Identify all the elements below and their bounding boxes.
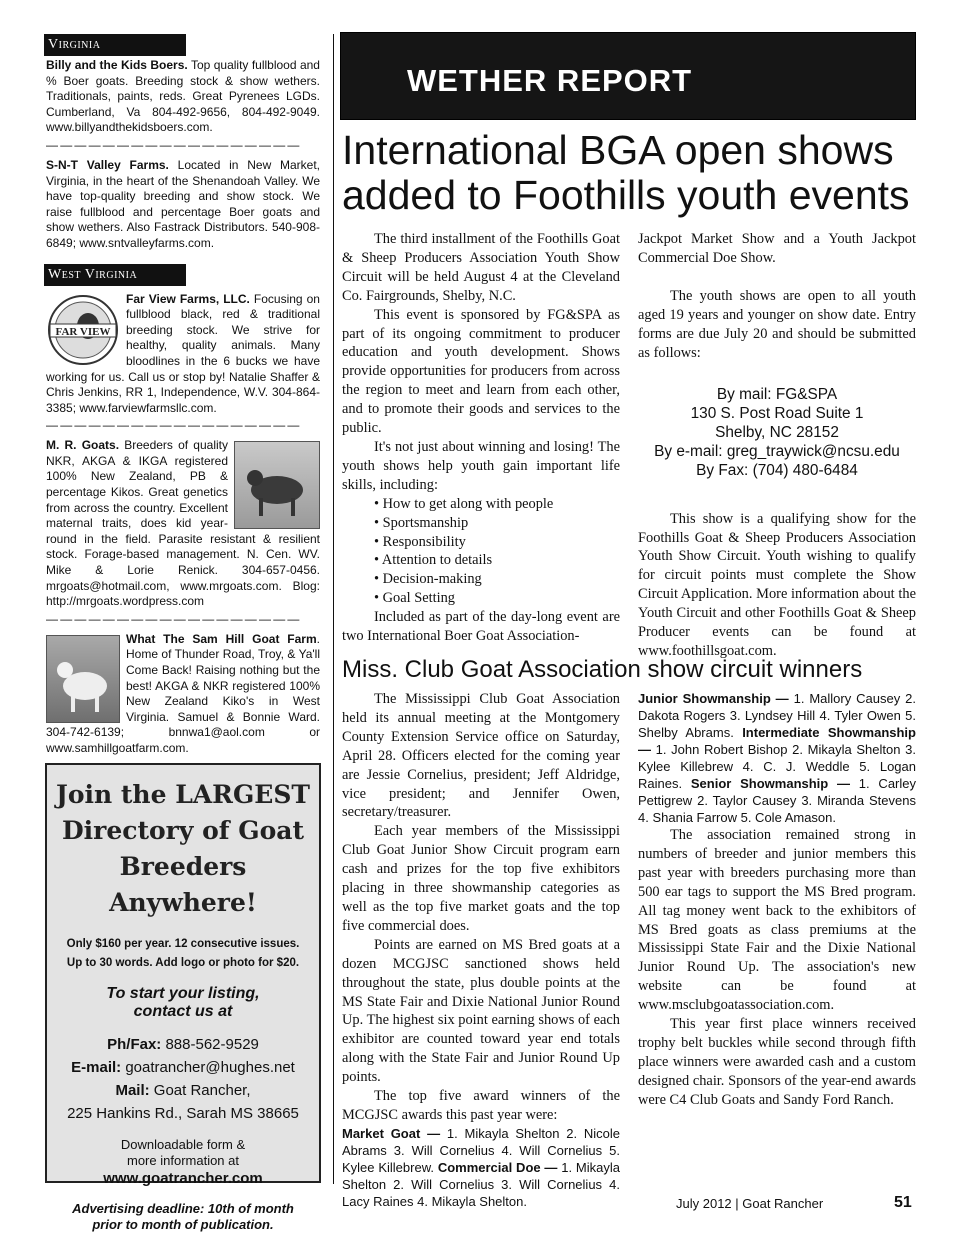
list-item: • How to get along with people xyxy=(374,495,620,514)
article1-headline: International BGA open shows added to Foothills youth events xyxy=(342,127,910,218)
winners-list-cont: Junior Showmanship — 1. Mallory Causey 2. Dakota Rogers 3. Lyndsey Hill 4. Tyler Owen 5. Shelby Abrams. Intermediate Showmanship — 1. John Robert Bishop 2. Mikayla Shelton 3. Kylee Killebrew 4. C. J. Weddle 5. Logan Raines. Senior Showmanship — 1. Carley Pettigrew 2. Taylor Causey 3. Miranda Stevens 4. Shania Farrow 5. Cole Amason. xyxy=(638,691,916,825)
state-header-virginia: Virginia xyxy=(44,34,186,56)
ad-pricing: Only $160 per year. 12 consecutive issues. Up to 30 words. Add logo or photo for $20. xyxy=(66,938,300,969)
listing-snt-valley: S-N-T Valley Farms. Located in New Market, Virginia, in the heart of the Shenandoah Valley. We have top-quality breeding and show stock. We raise fullblood and percentage Boer goats and show wethers. Also Fastrack Distributors. 540-908-6849; www.sntvalleyfarms.com. xyxy=(46,157,320,250)
listing-far-view: FAR VIEW Far View Farms, LLC. Focusing on fullblood black, red & traditional breeding stock. We strive for healthy, quality animals. Many bloodlines in the 6 bucks we have working for us. Call us or stop by! Natalie Shaffer & Chris Jenkins, RR 1, Independence, W.V. 304-864-3385; www.farviewfarmsllc.com. xyxy=(46,291,320,415)
life-skills-list xyxy=(342,495,620,608)
ad-download-note: Downloadable form & more information at xyxy=(120,1137,246,1168)
ad-deadline: Advertising deadline: 10th of month prior to month of publication. xyxy=(72,1201,294,1232)
article2-col1: The Mississippi Club Goat Association held its annual meeting at the Montgomery County Extension Service office on Saturday, April 28. Officers elected for the coming year are Jessie Cornelius, president; Jeff Aldridge, vice president; and Jennifer Owen, secretary/treasurer. Each year members of the Mississippi Club Goat Junior Show Circuit program earn cash and prizes for the top five exhibitors placing in three showmanship categories as well as the top five market goats and the top five commercial does. Points are earned on MS Bred goats at a dozen MCGJSC sanctioned shows held throughout the state, plus double points at the MS State Fair and Dixie National Junior Round Up. The highest six point earning shows of each exhibitor are counted toward year end totals along with the State Fair and Junior Round Up points. The top five award winners of the MCGJSC awards this past year were: Market Goat — 1. Mikayla Shelton 2. Nicole Abrams 3. Will Cornelius 4. Will Cornelius 5. Kylee Killebrew. Commercial Doe — 1. Mikayla Shelton 2. Will Cornelius 3. Will Cornelius 4. Lacy Raines 4. Mikayla Shelton. xyxy=(342,691,620,1209)
article2-headline: Miss. Club Goat Association show circuit winners xyxy=(342,656,863,683)
svg-text:FAR VIEW: FAR VIEW xyxy=(55,325,111,338)
listing-sam-hill: What The Sam Hill Goat Farm. Home of Thunder Road, Troy, & Ya'll Come Back! Raising nothing but the best! AKGA & NKR registered 100% New Zealand Kiko's in West Virginia. Samuel & Bonnie Ward. 304-742-6139; bnnwa1@aol.com or www.samhillgoatfarm.com. xyxy=(46,631,320,755)
page-footer: July 2012 | Goat Rancher xyxy=(676,1196,824,1211)
divider: —————————————————— xyxy=(46,137,302,152)
far-view-logo xyxy=(46,294,120,366)
article1-col1: The third installment of the Foothills Goat & Sheep Producers Association Youth Show Circuit will be held August 4 at the Cleveland Co. Fairgrounds, Shelby, N.C. This event is sponsored by FG&SPA as part of its ongoing commitment to producer education and youth development. Shows provide opportunities for producers from across the region to meet and learn from each other, and to promote their goods and services to the public. It's not just about winning and losing! The youth shows help youth gain important life skills, including: • How to get along with people • Sportsmanship • Responsibility • Attention to details • Decision-making • Goal Setting Included as part of the day-long event are two International Boer Goat Association- xyxy=(342,230,620,646)
page-number: 51 xyxy=(894,1194,912,1211)
article2-col2: Junior Showmanship — 1. Mallory Causey 2. Dakota Rogers 3. Lyndsey Hill 4. Tyler Owen 5. Shelby Abrams. Intermediate Showmanship — 1. John Robert Bishop 2. Mikayla Shelton 3. Kylee Killebrew 4. C. J. Weddle 5. Logan Raines. Senior Showmanship — 1. Carley Pettigrew 2. Taylor Causey 3. Miranda Stevens 4. Shania Farrow 5. Cole Amason. The association remained strong in numbers of breeder and junior members this past year with breeders purchasing more than 500 ear tags to support the MS Bred program. All tag money went back to the exhibitors of MS Bred goats as class premiums at the Mississippi State Fair and the Dixie National Junior Round Up. The association's new website can be found at www.msclubgoatassociation.com. This year first place winners received trophy belt buckles while second through fifth place winners were awarded cash and a custom designed chair. Sponsors of the year-end awards were C4 Club Goats and Sandy Ford Ranch. xyxy=(638,691,916,1108)
divider: —————————————————— xyxy=(46,418,302,433)
list-item: • Goal Setting xyxy=(374,589,620,608)
directory-ad xyxy=(45,763,321,1232)
listing-mr-goats: M. R. Goats. Breeders of quality NKR, AKGA & IKGA registered 100% New Zealand, PB & percentage Kikos. Great genetics from across the country. Excellent maternal traits, does kid year-round in the field. Parasite resistant & resilient stock. Forage-based management. N. Cen. WV. Mike & Lorie Renick. 304-657-0456. mrgoats@hotmail.com, www.mrgoats.com. Blog: http://mrgoats.wordpress.com xyxy=(46,438,320,609)
ad-email-link[interactable]: goatrancher@hughes.net xyxy=(121,1059,295,1076)
black-goat-photo xyxy=(234,441,320,529)
ad-headline: Join the LARGEST Directory of Goat Breeders Anywhere! xyxy=(55,780,311,917)
white-goat-photo xyxy=(46,635,120,723)
article1-col2: Jackpot Market Show and a Youth Jackpot Commercial Doe Show. The youth shows are open to all youth aged 19 years and younger on show date. Entry forms are due July 20 and should be submitted as follows: By mail: FG&SPA 130 S. Post Road Suite 1 Shelby, NC 28152 By e-mail: greg_traywick@ncsu.edu By Fax: (704) 480-6484 This show is a qualifying show for the Foothills Goat & Sheep Producers Association Youth Show Circuit. Youth wishing to qualify for circuit points must complete the Show Circuit Application. More information about the Youth Circuit and other Foothills Goat & Sheep Producer events can be found at www.foothillsgoat.com. xyxy=(638,230,916,659)
column-rule xyxy=(333,34,334,1184)
list-item: • Attention to details xyxy=(374,551,620,570)
entry-address: By mail: FG&SPA 130 S. Post Road Suite 1 Shelby, NC 28152 By e-mail: greg_traywick@ncsu.edu By Fax: (704) 480-6484 xyxy=(654,385,900,479)
list-item: • Responsibility xyxy=(374,533,620,552)
listing-billy-kids: Billy and the Kids Boers. Top quality fullblood and % Boer goats. Breeding stock & show wethers. Traditionals, paints, reds. Great Pyrenees LGDs. Cumberland, Va 804-492-9656, 804-492-9049. www.billyandthekidsboers.com. xyxy=(46,58,320,135)
section-banner: WETHER REPORT xyxy=(341,33,915,119)
ad-cta: To start your listing, contact us at xyxy=(106,985,260,1020)
classified-column xyxy=(44,34,322,757)
state-header-west-virginia: West Virginia xyxy=(44,264,186,286)
ad-contact: Ph/Fax: 888-562-9529 E-mail: goatrancher@hughes.net Mail: Goat Rancher, 225 Hankins Rd., Sarah MS 38665 xyxy=(67,1036,299,1122)
divider: —————————————————— xyxy=(46,611,302,626)
list-item: • Decision-making xyxy=(374,570,620,589)
ad-website-link[interactable]: www.goatrancher.com xyxy=(103,1170,263,1187)
winners-list: Market Goat — 1. Mikayla Shelton 2. Nicole Abrams 3. Will Cornelius 4. Will Cornelius 5. Kylee Killebrew. Commercial Doe — 1. Mikayla Shelton 2. Will Cornelius 3. Will Cornelius 4. Lacy Raines 4. Mikayla Shelton. xyxy=(342,1125,620,1209)
list-item: • Sportsmanship xyxy=(374,514,620,533)
